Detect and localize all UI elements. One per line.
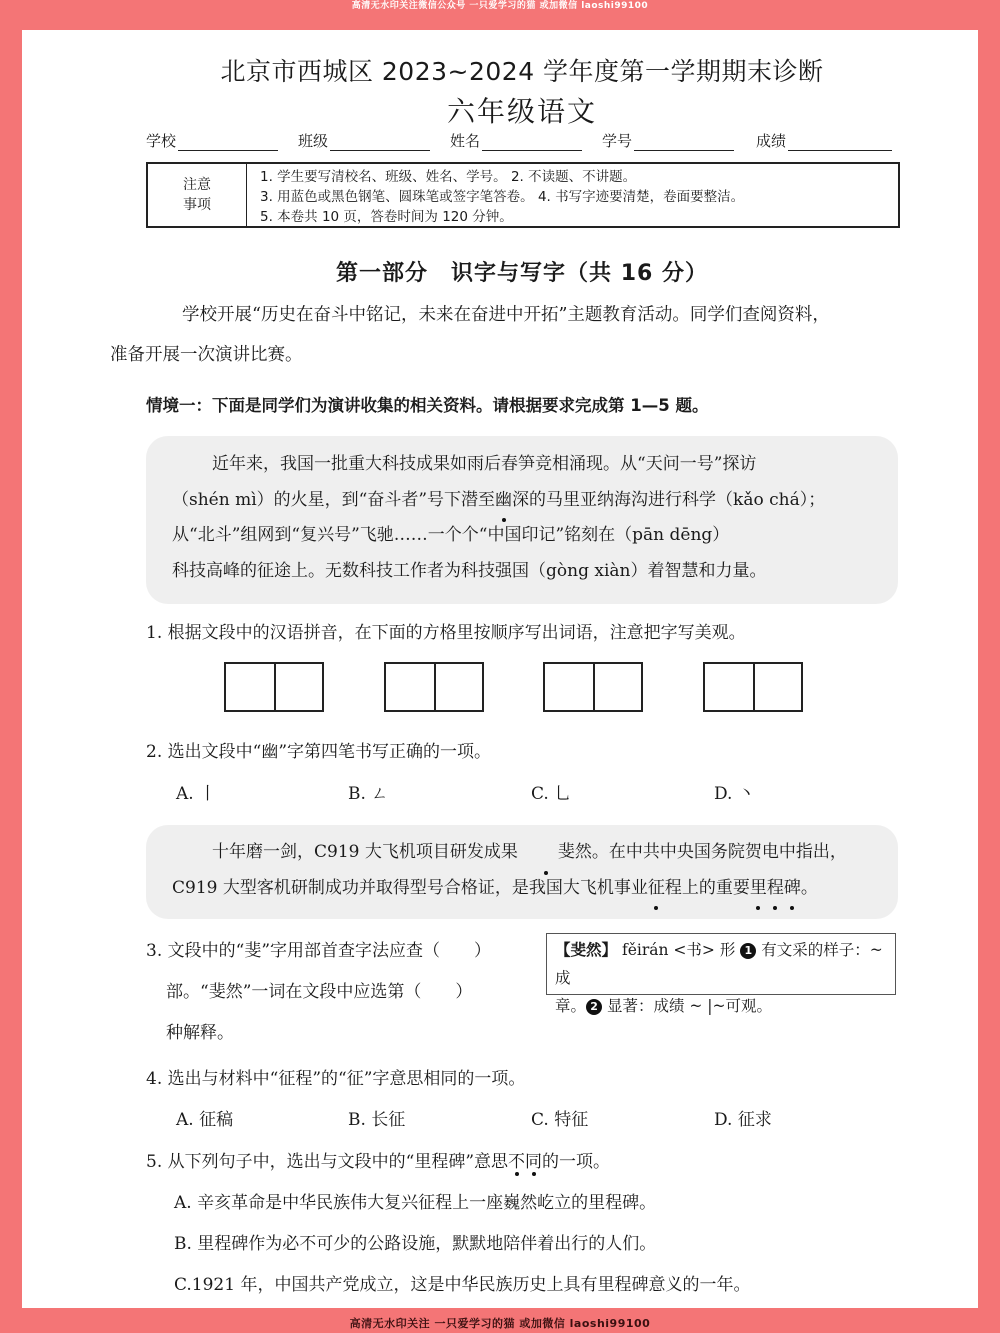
dictionary-pinyin: fěirán — [621, 941, 669, 959]
top-watermark-banner: 高清无水印关注微信公众号 一只爱学习的猫 或加微信 laoshi99100 — [351, 1, 649, 11]
student-info-fields — [146, 130, 898, 152]
emphasis-char-bu: 不 — [508, 1147, 525, 1172]
emphasis-char-zheng: 征 — [648, 871, 665, 907]
q2-option-c[interactable]: C. 乚 — [531, 784, 572, 804]
q4-option-b[interactable]: B. 长征 — [348, 1110, 406, 1130]
school-label: 学校 — [146, 132, 177, 150]
passage-2-line-1-a: 十年磨一剑，C919 大飞机项目研发成果 — [212, 842, 518, 862]
passage-2-line-2-a: C919 大型客机研制成功并取得型号合格证，是我国大飞机事业 — [172, 877, 648, 898]
section-title: 第一部分 识字与写字（共 16 分） — [336, 261, 708, 286]
q4-option-a[interactable]: A. 征稿 — [176, 1110, 234, 1130]
exam-paper — [22, 30, 978, 1308]
q2-option-b[interactable]: B. ㄥ — [348, 784, 389, 804]
context-1-text: 下面是同学们为演讲收集的相关资料。请根据要求完成第 1—5 题。 — [212, 396, 709, 415]
question-2: 2. 选出文段中“幽”字第四笔书写正确的一项。 — [146, 742, 492, 762]
emphasis-char-tong: 同 — [525, 1147, 542, 1172]
writing-box-1[interactable] — [224, 662, 324, 712]
name-label: 姓名 — [450, 132, 481, 150]
dictionary-sense-1: 有文采的样子：~ 成 — [555, 941, 883, 987]
score-blank[interactable] — [788, 134, 892, 151]
q2-option-a[interactable]: A. 丨 — [176, 784, 217, 804]
dictionary-line-1 — [555, 936, 887, 992]
question-4: 4. 选出与材料中“征程”的“征”字意思相同的一项。 — [146, 1069, 526, 1089]
intro-paragraph — [110, 295, 898, 375]
sense-2-marker: 2 — [586, 999, 602, 1015]
q4-option-c[interactable]: C. 特征 — [531, 1110, 589, 1130]
question-5-text-a: 5. 从下列句子中，选出与文段中的“里程碑”意思 — [146, 1152, 509, 1172]
score-field[interactable] — [756, 130, 892, 151]
exam-subtitle: 六年级语文 — [446, 95, 597, 128]
q4-option-d[interactable]: D. 征求 — [714, 1110, 772, 1130]
writing-box-4[interactable] — [703, 662, 803, 712]
passage-1-line-4: 科技高峰的征途上。无数科技工作者为科技强国（gòng xiàn）着智慧和力量。 — [172, 560, 767, 581]
dictionary-tag: <书> — [673, 941, 715, 959]
q5-option-a[interactable]: A. 辛亥革命是中华民族伟大复兴征程上一座巍然屹立的里程碑。 — [174, 1193, 657, 1213]
passage-1-line-1: 近年来，我国一批重大科技成果如雨后春笋竞相涌现。从“天问一号”探访 — [212, 454, 757, 474]
passage-1-line-3: 从“北斗”组网到“复兴号”飞驰……一个个“中国印记”铭刻在（pān dēng） — [172, 525, 730, 545]
notice-label-line1: 注意 — [183, 177, 211, 193]
class-field[interactable] — [298, 130, 430, 151]
bottom-watermark-banner: 高清无水印关注 一只爱学习的猫 或加微信 laoshi99100 — [349, 1317, 651, 1330]
class-label: 班级 — [298, 132, 329, 150]
emphasis-char-li: 里 — [750, 871, 767, 907]
passage-1-line-2-a: （shén mì）的火星，到“奋斗者”号下潜至 — [172, 489, 496, 510]
question-3-line-2: 部。“斐然”一词在文段中应选第（ ） — [166, 982, 473, 1002]
class-blank[interactable] — [330, 134, 430, 151]
intro-line-1: 学校开展“历史在奋斗中铭记，未来在奋进中开拓”主题教育活动。同学们查阅资料， — [182, 305, 830, 325]
dictionary-headword: 【斐然】 — [555, 940, 618, 959]
dictionary-line-2 — [555, 992, 887, 1020]
question-3-line-1: 3. 文段中的“斐”字用部首查字法应查（ ） — [146, 941, 492, 961]
passage-2-line-2-b: 程上的重要 — [664, 877, 750, 898]
emphasis-char-fei: 斐 — [518, 835, 575, 871]
school-blank[interactable] — [178, 134, 278, 151]
notice-label — [148, 164, 247, 226]
name-field[interactable] — [450, 130, 582, 151]
intro-line-2: 准备开展一次演讲比赛。 — [110, 345, 303, 365]
q2-option-d[interactable]: D. 丶 — [714, 784, 755, 804]
dictionary-sense-1-cont: 章。 — [555, 997, 587, 1015]
writing-grid — [146, 662, 898, 714]
emphasis-char-cheng: 程 — [767, 871, 784, 907]
q5-option-b[interactable]: B. 里程碑作为必不可少的公路设施，默默地陪伴着出行的人们。 — [174, 1234, 657, 1254]
school-field[interactable] — [146, 130, 278, 151]
question-5 — [146, 1147, 610, 1172]
sense-1-marker: 1 — [740, 943, 756, 959]
emphasis-char-bei: 碑 — [784, 871, 801, 907]
notice-row-1: 1. 学生要写清校名、班级、姓名、学号。 2. 不读题、不讲题。 — [260, 169, 637, 185]
context-1 — [146, 386, 898, 426]
passage-1-line-2-b: 深的马里亚纳海沟进行科学（kǎo chá）； — [512, 489, 826, 510]
student-id-field[interactable] — [602, 130, 734, 151]
question-1: 1. 根据文段中的汉语拼音，在下面的方格里按顺序写出词语，注意把字写美观。 — [146, 623, 746, 643]
score-label: 成绩 — [756, 132, 787, 150]
exam-title: 北京市西城区 2023~2024 学年度第一学期期末诊断 — [220, 57, 824, 86]
student-id-blank[interactable] — [634, 134, 734, 151]
notice-row-3: 5. 本卷共 10 页，答卷时间为 120 分钟。 — [260, 209, 513, 225]
passage-2-box — [146, 825, 898, 919]
writing-box-3[interactable] — [543, 662, 643, 712]
passage-2-line-1 — [146, 835, 898, 871]
writing-box-2[interactable] — [384, 662, 484, 712]
context-1-label: 情境一： — [146, 396, 212, 415]
student-id-label: 学号 — [602, 132, 633, 150]
notice-label-line2: 事项 — [183, 197, 211, 213]
passage-2-line-1-b: 然。在中共中央国务院贺电中指出， — [574, 842, 847, 862]
passage-2-line-2-end: 。 — [800, 877, 818, 898]
dictionary-entry — [546, 933, 896, 1015]
dictionary-pos: 形 — [719, 941, 736, 959]
name-blank[interactable] — [482, 134, 582, 151]
question-5-text-b: 的一项。 — [542, 1152, 611, 1172]
notice-row-2: 3. 用蓝色或黑色钢笔、圆珠笔或签字笔答卷。 4. 书写字迹要清楚，卷面要整洁。 — [260, 189, 745, 205]
question-3-line-3: 种解释。 — [166, 1023, 234, 1043]
emphasis-char-you: 幽 — [495, 483, 512, 519]
passage-1-box — [146, 436, 898, 604]
dictionary-sense-2: 显著：成绩 ~ |~可观。 — [606, 997, 773, 1015]
passage-1-line-2 — [146, 483, 898, 519]
passage-2-line-2 — [146, 871, 898, 907]
q5-option-c[interactable]: C.1921 年，中国共产党成立，这是中华民族历史上具有里程碑意义的一年。 — [174, 1275, 751, 1295]
notice-box — [146, 162, 900, 228]
